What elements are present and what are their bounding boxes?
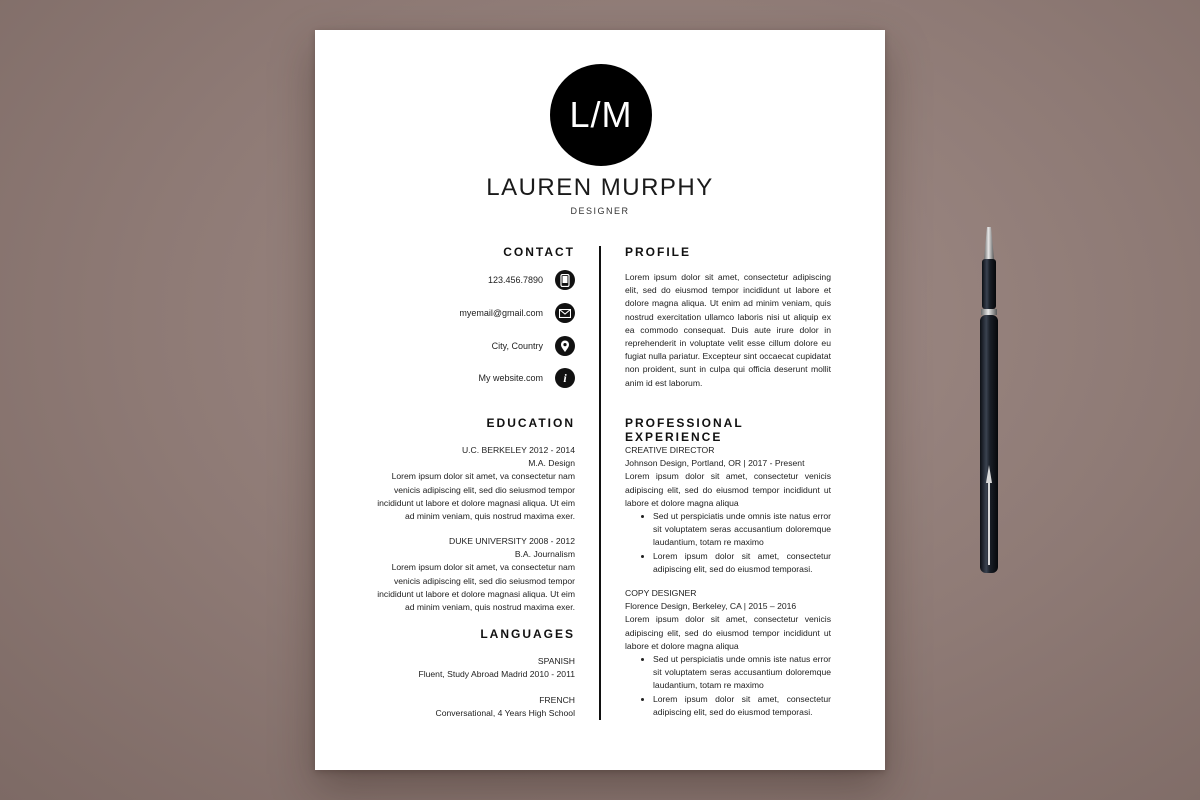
contact-heading: CONTACT bbox=[503, 245, 575, 259]
education-school: DUKE UNIVERSITY 2008 - 2012 bbox=[449, 536, 575, 546]
job-bullet: • Sed ut perspiciatis unde omnis iste natus error sit voluptatem seras accusantium doloremque laudantium, totam re maximo bbox=[653, 653, 831, 693]
education-degree: B.A. Journalism bbox=[514, 549, 575, 560]
contact-website[interactable]: My website.com bbox=[478, 373, 543, 383]
job-title: COPY DESIGNER bbox=[625, 588, 697, 598]
phone-icon bbox=[555, 270, 575, 290]
job-title: CREATIVE DIRECTOR bbox=[625, 445, 715, 455]
language-item bbox=[369, 694, 575, 720]
experience-heading: PROFESSIONAL EXPERIENCE bbox=[625, 416, 744, 444]
language-detail: Fluent, Study Abroad Madrid 2010 - 2011 bbox=[418, 669, 575, 680]
job-item bbox=[625, 444, 831, 576]
job-company: Florence Design, Berkeley, CA | 2015 – 2016 bbox=[625, 601, 797, 612]
language-detail: Conversational, 4 Years High School bbox=[435, 708, 575, 719]
job-bullet: • Lorem ipsum dolor sit amet, consectetur adipiscing elit, sed do eiusmod temporasi. bbox=[653, 693, 831, 719]
resume-sheet bbox=[315, 30, 885, 770]
profile-text: Lorem ipsum dolor sit amet, consectetur adipiscing elit, sed do eiusmod tempor incididunt ut labore et dolore magna aliqua. Ut enim ad minim veniam, quis nostrud exercitation ullamco laboris nisi ut aliquip ex ea commodo consequat. Duis aute irure dolor in reprehenderit in voluptate velit esse cillum dolore eu fugiat nulla pariatur. Excepteur sint occaecat cupidatat non proident, sunt in culpa qui officia deserunt mollit anim id est laborum. bbox=[625, 272, 831, 388]
contact-website-row bbox=[478, 368, 575, 388]
languages-heading: LANGUAGES bbox=[480, 627, 575, 641]
language-item bbox=[369, 655, 575, 681]
job-company: Johnson Design, Portland, OR | 2017 - Present bbox=[625, 458, 805, 469]
contact-location: City, Country bbox=[491, 341, 543, 351]
contact-email-row bbox=[459, 303, 575, 323]
contact-email: myemail@gmail.com bbox=[459, 308, 543, 318]
profile-heading: PROFILE bbox=[625, 245, 692, 259]
education-description: Lorem ipsum dolor sit amet, va consectetur nam venicis adipiscing elit, sed dio seiusmod tempor incididunt ut labore et dolore magnasi aliqua. Ut eim ad minim veniam, quis nostrud maxima exer. bbox=[377, 562, 575, 613]
education-item bbox=[369, 444, 575, 523]
language-name: FRENCH bbox=[539, 695, 575, 705]
fountain-pen-icon bbox=[975, 225, 1003, 580]
education-heading: EDUCATION bbox=[486, 416, 575, 430]
education-item bbox=[369, 535, 575, 614]
contact-location-row bbox=[492, 336, 575, 356]
job-item bbox=[625, 587, 831, 719]
resume-role: DESIGNER bbox=[570, 206, 630, 216]
envelope-icon bbox=[555, 303, 575, 323]
job-bullet: • Lorem ipsum dolor sit amet, consectetur adipiscing elit, sed do eiusmod temporasi. bbox=[653, 550, 831, 576]
job-bullets bbox=[625, 510, 831, 576]
language-name: SPANISH bbox=[537, 656, 575, 666]
column-divider bbox=[599, 246, 601, 720]
contact-phone: 123.456.7890 bbox=[487, 275, 543, 285]
location-pin-icon bbox=[555, 336, 575, 356]
monogram-text: L/M bbox=[569, 94, 633, 135]
job-bullets bbox=[625, 653, 831, 719]
education-degree: M.A. Design bbox=[528, 458, 575, 469]
resume-name: LAUREN MURPHY bbox=[486, 174, 714, 201]
info-icon: i bbox=[555, 368, 575, 388]
education-school: U.C. BERKELEY 2012 - 2014 bbox=[461, 445, 575, 455]
monogram-badge bbox=[550, 64, 652, 166]
job-description: Lorem ipsum dolor sit amet, consectetur venicis adipiscing elit, sed do eiusmod tempor incididunt ut labore et dolore magna aliqua bbox=[625, 471, 831, 508]
job-bullet: • Sed ut perspiciatis unde omnis iste natus error sit voluptatem seras accusantium doloremque laudantium, totam re maximo bbox=[653, 510, 831, 550]
job-description: Lorem ipsum dolor sit amet, consectetur venicis adipiscing elit, sed do eiusmod tempor incididunt ut labore et dolore magna aliqua bbox=[625, 614, 831, 651]
contact-phone-row bbox=[488, 270, 575, 290]
education-description: Lorem ipsum dolor sit amet, va consectetur nam venicis adipiscing elit, sed dio seiusmod tempor incididunt ut labore et dolore magnasi aliqua. Ut eim ad minim veniam, quis nostrud maxima exer. bbox=[377, 471, 575, 522]
